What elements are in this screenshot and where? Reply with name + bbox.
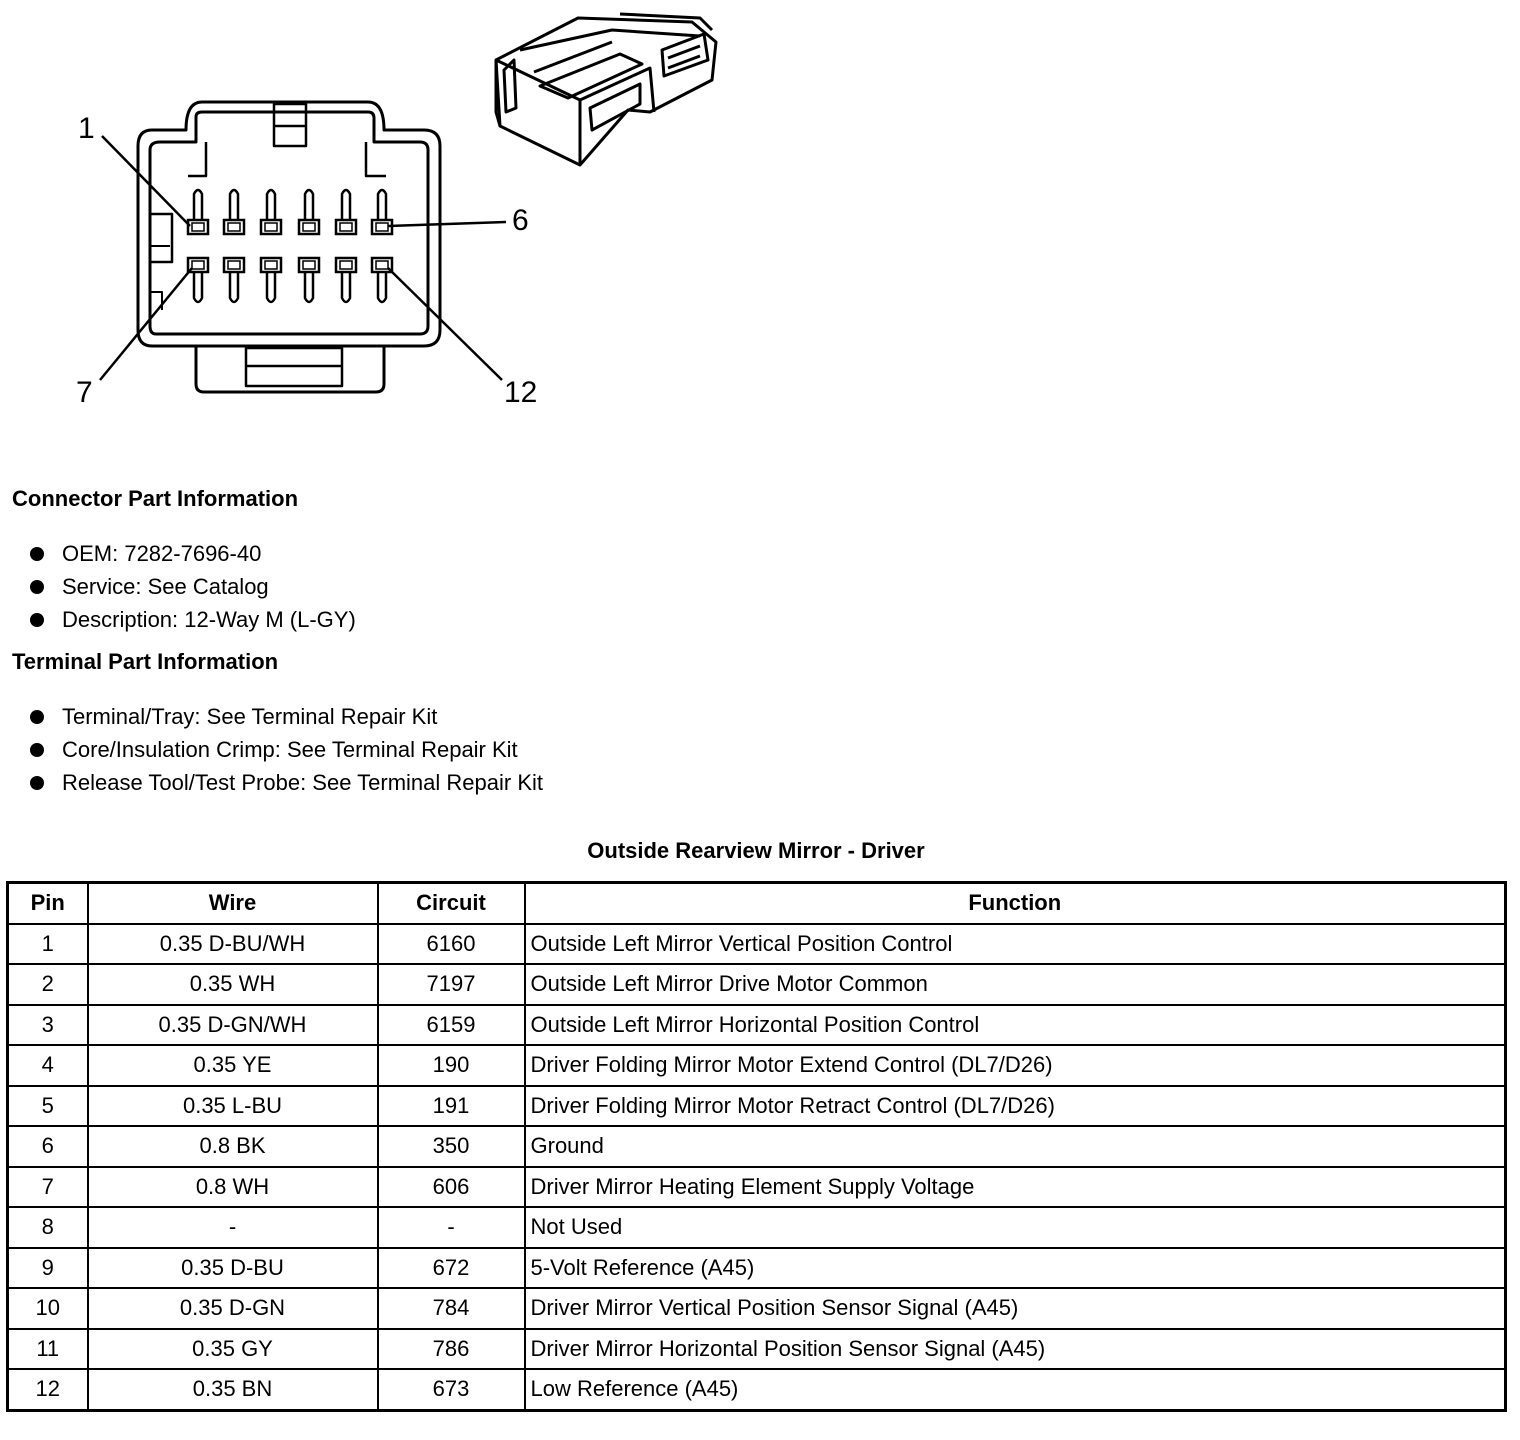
table-row	[8, 1207, 1506, 1248]
bullet-icon	[30, 613, 44, 627]
terminal-info-list	[30, 700, 543, 799]
cell-circuit: 786	[378, 1329, 525, 1370]
cell-function: Driver Mirror Vertical Position Sensor Signal (A45)	[525, 1288, 1506, 1329]
callout-pin-6: 6	[512, 204, 529, 237]
terminal-cavities	[188, 190, 392, 302]
cell-wire: 0.35 D-GN	[88, 1288, 378, 1329]
list-item: Description: 12-Way M (L-GY)	[30, 603, 356, 636]
cell-wire: 0.35 D-BU	[88, 1248, 378, 1289]
cell-circuit: 7197	[378, 964, 525, 1005]
bullet-icon	[30, 710, 44, 724]
cell-function: Ground	[525, 1126, 1506, 1167]
cell-function: Driver Mirror Horizontal Position Sensor Signal (A45)	[525, 1329, 1506, 1370]
cell-function: Driver Mirror Heating Element Supply Voltage	[525, 1167, 1506, 1208]
connector-info-list	[30, 537, 356, 636]
terminal-top-3	[261, 190, 281, 234]
terminal-bottom-11	[336, 258, 356, 302]
terminal-top-5	[336, 190, 356, 234]
connector-isometric-sketch	[496, 14, 716, 165]
table-row	[8, 1086, 1506, 1127]
terminal-bottom-8	[224, 258, 244, 302]
cell-wire: 0.35 D-BU/WH	[88, 924, 378, 965]
connector-info-heading: Connector Part Information	[12, 486, 299, 511]
cell-circuit: 6159	[378, 1005, 525, 1046]
cell-wire: 0.8 WH	[88, 1167, 378, 1208]
cell-pin: 11	[8, 1329, 88, 1370]
cell-wire: 0.35 YE	[88, 1045, 378, 1086]
cell-function: Outside Left Mirror Vertical Position Control	[525, 924, 1506, 965]
pinout-table	[6, 881, 1507, 1412]
table-row	[8, 1288, 1506, 1329]
callout-pin-12: 12	[504, 376, 538, 409]
terminal-top-2	[224, 190, 244, 234]
cell-pin: 2	[8, 964, 88, 1005]
table-row	[8, 964, 1506, 1005]
cell-function: 5-Volt Reference (A45)	[525, 1248, 1506, 1289]
table-row	[8, 1248, 1506, 1289]
cell-circuit: 673	[378, 1369, 525, 1410]
connector-diagram	[0, 0, 760, 420]
bullet-icon	[30, 580, 44, 594]
connector-housing-outline	[138, 102, 440, 346]
cell-wire: -	[88, 1207, 378, 1248]
cell-circuit: 6160	[378, 924, 525, 965]
cell-circuit: 784	[378, 1288, 525, 1329]
header-wire: Wire	[88, 883, 378, 924]
cell-circuit: 606	[378, 1167, 525, 1208]
callout-pin-1: 1	[78, 112, 95, 145]
cell-function: Not Used	[525, 1207, 1506, 1248]
cell-wire: 0.35 WH	[88, 964, 378, 1005]
cell-function: Driver Folding Mirror Motor Retract Control (DL7/D26)	[525, 1086, 1506, 1127]
header-pin: Pin	[8, 883, 88, 924]
cell-wire: 0.35 D-GN/WH	[88, 1005, 378, 1046]
table-header-row	[8, 883, 1506, 924]
cell-circuit: 350	[378, 1126, 525, 1167]
cell-pin: 10	[8, 1288, 88, 1329]
cell-pin: 6	[8, 1126, 88, 1167]
terminal-bottom-10	[299, 258, 319, 302]
cell-pin: 12	[8, 1369, 88, 1410]
terminal-bottom-7	[188, 258, 208, 302]
table-row	[8, 1045, 1506, 1086]
terminal-bottom-9	[261, 258, 281, 302]
table-row	[8, 924, 1506, 965]
table-row	[8, 1369, 1506, 1410]
cell-pin: 1	[8, 924, 88, 965]
terminal-info-heading: Terminal Part Information	[12, 649, 279, 674]
terminal-top-6	[372, 190, 392, 234]
cell-wire: 0.35 GY	[88, 1329, 378, 1370]
cell-circuit: 190	[378, 1045, 525, 1086]
bullet-icon	[30, 547, 44, 561]
list-item: Terminal/Tray: See Terminal Repair Kit	[30, 700, 543, 733]
list-item: Core/Insulation Crimp: See Terminal Repair Kit	[30, 733, 543, 766]
cell-function: Low Reference (A45)	[525, 1369, 1506, 1410]
list-item: Release Tool/Test Probe: See Terminal Repair Kit	[30, 766, 543, 799]
callout-pin-7: 7	[76, 376, 93, 409]
table-title: Outside Rearview Mirror - Driver	[587, 838, 925, 863]
terminal-bottom-12	[372, 258, 392, 302]
table-row	[8, 1005, 1506, 1046]
bullet-icon	[30, 743, 44, 757]
cell-pin: 9	[8, 1248, 88, 1289]
cell-pin: 8	[8, 1207, 88, 1248]
terminal-top-4	[299, 190, 319, 234]
cell-pin: 3	[8, 1005, 88, 1046]
header-circuit: Circuit	[378, 883, 525, 924]
table-row	[8, 1167, 1506, 1208]
bullet-icon	[30, 776, 44, 790]
header-function: Function	[525, 883, 1506, 924]
cell-wire: 0.35 L-BU	[88, 1086, 378, 1127]
cell-wire: 0.35 BN	[88, 1369, 378, 1410]
cell-function: Outside Left Mirror Horizontal Position Control	[525, 1005, 1506, 1046]
cell-pin: 4	[8, 1045, 88, 1086]
cell-circuit: 672	[378, 1248, 525, 1289]
cell-pin: 7	[8, 1167, 88, 1208]
cell-circuit: -	[378, 1207, 525, 1248]
cell-function: Outside Left Mirror Drive Motor Common	[525, 964, 1506, 1005]
list-item: Service: See Catalog	[30, 570, 356, 603]
list-item: OEM: 7282-7696-40	[30, 537, 356, 570]
cell-wire: 0.8 BK	[88, 1126, 378, 1167]
cell-function: Driver Folding Mirror Motor Extend Control (DL7/D26)	[525, 1045, 1506, 1086]
cell-circuit: 191	[378, 1086, 525, 1127]
table-row	[8, 1329, 1506, 1370]
cell-pin: 5	[8, 1086, 88, 1127]
table-row	[8, 1126, 1506, 1167]
terminal-top-1	[188, 190, 208, 234]
